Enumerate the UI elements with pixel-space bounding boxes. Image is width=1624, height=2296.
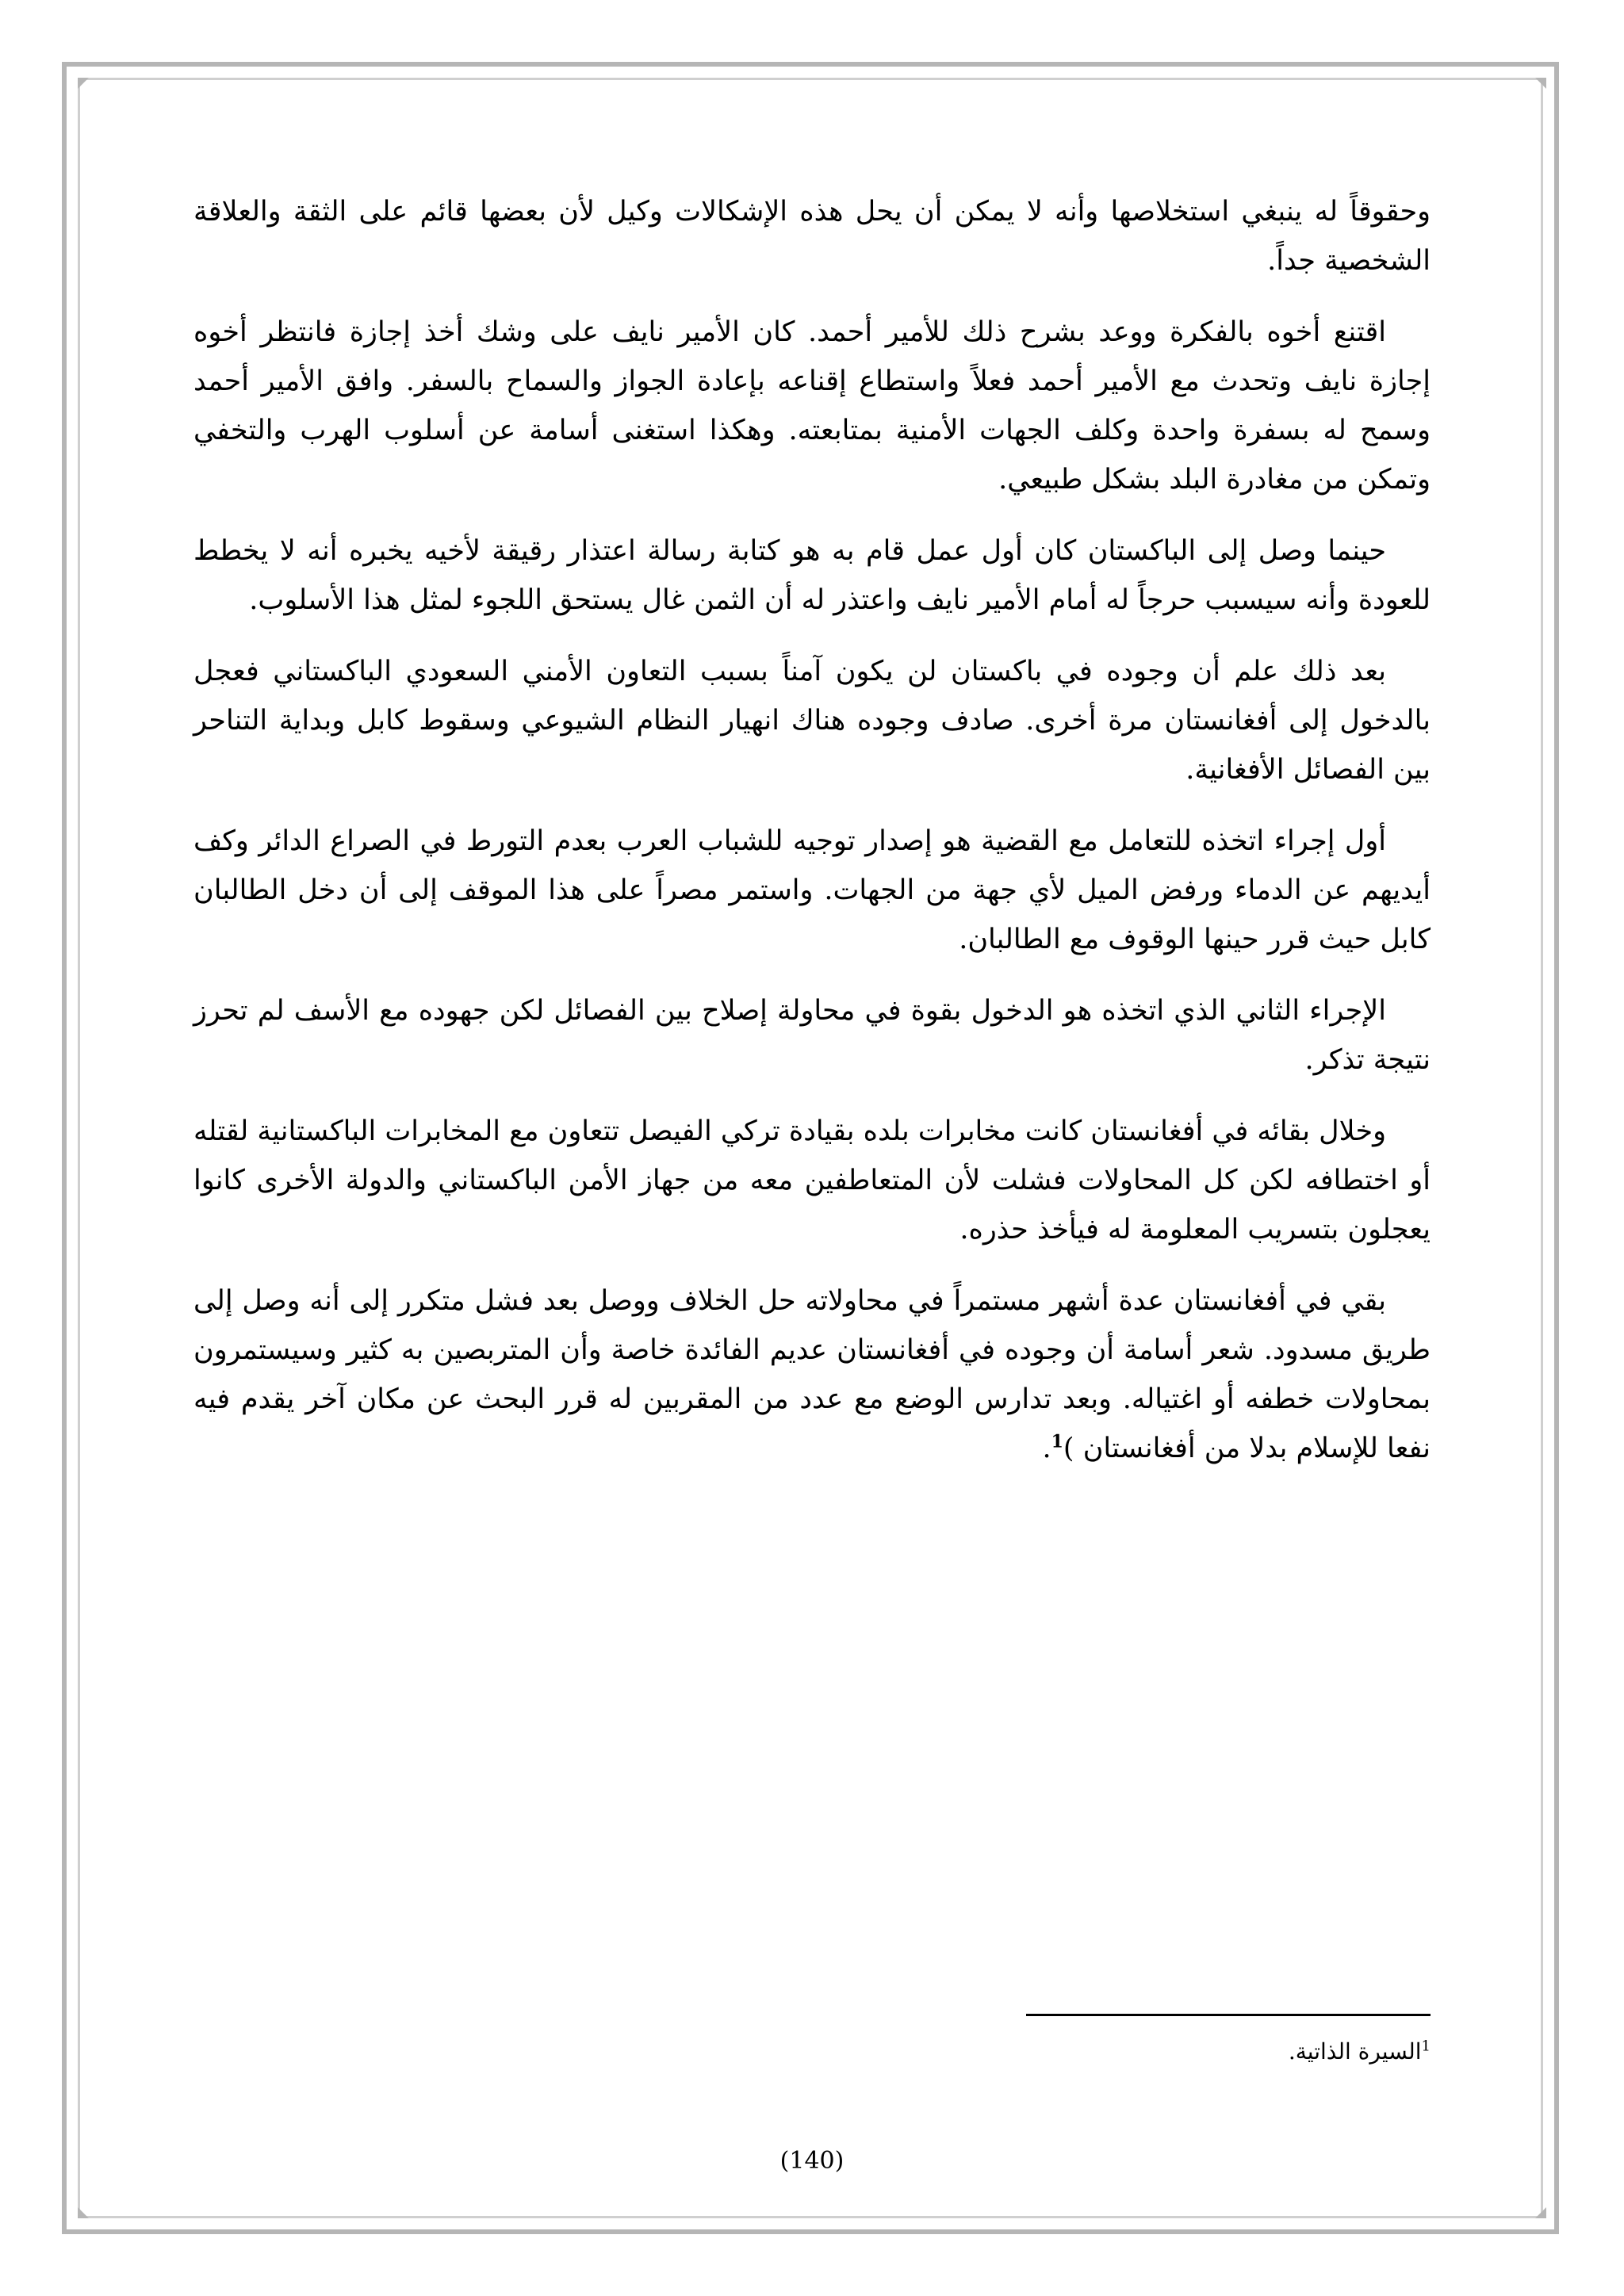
paragraph-7: وخلال بقائه في أفغانستان كانت مخابرات بلده بقيادة تركي الفيصل تتعاون مع المخابرات الباكستانية لقتله أو اختطافه لكن كل المحاولات فشلت لأن المتعاطفين معه من جهاز الأمن الباكستاني والدولة الأخرى كانوا يعجلون بتسريب المعلومة له فيأخذ حذره. bbox=[193, 1115, 1431, 1246]
footnote bbox=[1289, 2036, 1431, 2068]
body-text bbox=[193, 187, 1431, 1495]
paragraph-6: الإجراء الثاني الذي اتخذه هو الدخول بقوة في محاولة إصلاح بين الفصائل لكن جهوده مع الأسف لم تحرز نتيجة تذكر. bbox=[193, 995, 1431, 1076]
paragraph-8-end: . bbox=[1042, 1433, 1051, 1464]
border-corner-ornament bbox=[78, 78, 89, 89]
paragraph-4: بعد ذلك علم أن وجوده في باكستان لن يكون آمناً بسبب التعاون الأمني السعودي الباكستاني فعجل بالدخول إلى أفغانستان مرة أخرى. صادف وجوده هناك انهيار النظام الشيوعي وسقوط كابل وبداية التناحر بين الفصائل الأفغانية. bbox=[193, 656, 1431, 786]
border-corner-ornament bbox=[1535, 2207, 1546, 2218]
paragraph-2: اقتنع أخوه بالفكرة ووعد بشرح ذلك للأمير أحمد. كان الأمير نايف على وشك أخذ إجازة فانتظر أخوه إجازة نايف وتحدث مع الأمير أحمد فعلاً واستطاع إقناعه بإعادة الجواز والسماح بالسفر. وافق الأمير أحمد وسمح له بسفرة واحدة وكلف الجهات الأمنية بمتابعته. وهكذا استغنى أسامة عن أسلوب الهرب والتخفي وتمكن من مغادرة البلد بشكل طبيعي. bbox=[193, 316, 1431, 496]
paragraph-8 bbox=[193, 1276, 1431, 1473]
footnote-reference-mark[interactable]: 1 bbox=[1051, 1431, 1063, 1452]
footnote-number: 1 bbox=[1421, 2038, 1431, 2055]
paragraph-3: حينما وصل إلى الباكستان كان أول عمل قام به هو كتابة رسالة اعتذار رقيقة لأخيه يخبره أنه لا يخطط للعودة وأنه سيسبب حرجاً له أمام الأمير نايف واعتذر له أن الثمن غال يستحق اللجوء لمثل هذا الأسلوب. bbox=[193, 535, 1431, 616]
border-corner-ornament bbox=[78, 2207, 89, 2218]
footnote-separator bbox=[1026, 2014, 1431, 2016]
page-number: (140) bbox=[779, 2147, 845, 2175]
paragraph-8-text: بقي في أفغانستان عدة أشهر مستمراً في محاولاته حل الخلاف ووصل بعد فشل متكرر إلى أنه وصل إلى طريق مسدود. شعر أسامة أن وجوده في أفغانستان عديم الفائدة خاصة وأن المتربصين به كثير وسيستمرون بمحاولات خطفه أو اغتياله. وبعد تدارس الوضع مع عدد من المقربين له قرر البحث عن مكان آخر يقدم فيه نفعا للإسلام بدلا من أفغانستان ) bbox=[193, 1285, 1431, 1464]
border-corner-ornament bbox=[1535, 78, 1546, 89]
footnote-text: السيرة الذاتية. bbox=[1288, 2038, 1422, 2064]
paragraph-5: أول إجراء اتخذه للتعامل مع القضية هو إصدار توجيه للشباب العرب بعدم التورط في الصراع الدائر وكف أيديهم عن الدماء ورفض الميل لأي جهة من الجهات. واستمر مصراً على هذا الموقف إلى أن دخل الطالبان كابل حيث قرر حينها الوقوف مع الطالبان. bbox=[193, 825, 1431, 955]
paragraph-1: وحقوقاً له ينبغي استخلاصها وأنه لا يمكن أن يحل هذه الإشكالات وكيل لأن بعضها قائم على الثقة والعلاقة الشخصية جداً. bbox=[193, 196, 1431, 277]
